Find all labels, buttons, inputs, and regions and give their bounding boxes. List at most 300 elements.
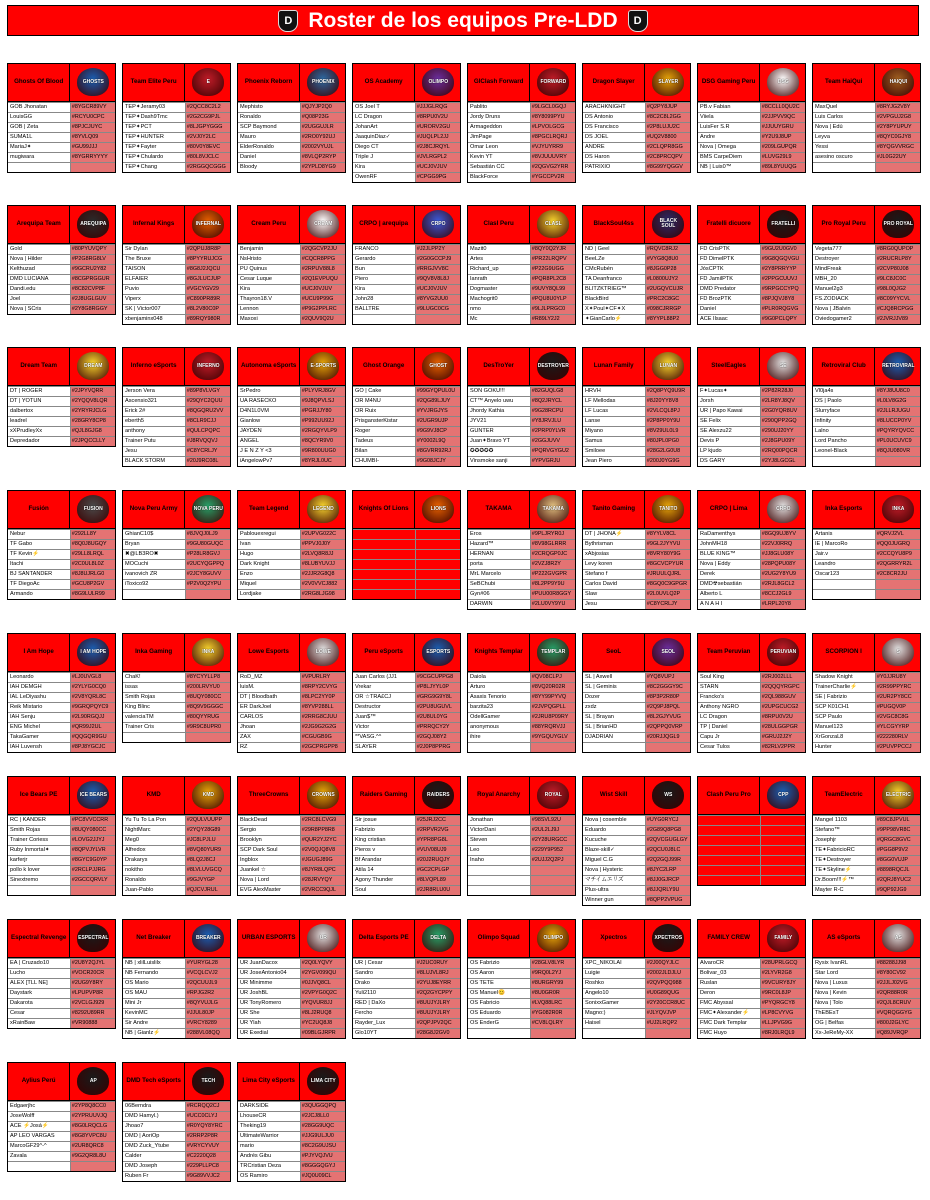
- team-name: Knights Of Lions: [358, 505, 409, 513]
- player-name: Dogmaster: [470, 286, 498, 292]
- player-tag: #8G99YQGGV: [645, 163, 690, 172]
- player-name: Depredador: [10, 438, 40, 444]
- player-name: Rysix IvanRL: [815, 960, 848, 966]
- player-tag: #C8YCRLJY: [185, 447, 230, 456]
- player-tag: #8UQY080CC: [70, 826, 115, 835]
- player-name: Reik Mistario: [10, 704, 43, 710]
- team-header: [353, 64, 460, 102]
- player-tag: #YQVUR8JJ: [300, 999, 345, 1008]
- player-tag: #290QPP2GQ: [760, 417, 805, 426]
- player-tag: #2VLCQL8PJ: [645, 407, 690, 416]
- team-logo-icon: [69, 491, 115, 528]
- team-name: Xpectros: [600, 934, 627, 942]
- player-row: [8, 1008, 115, 1018]
- team-card: [697, 633, 806, 753]
- player-row: [813, 162, 920, 172]
- player-row: [583, 314, 690, 324]
- logo-emblem-icon: [537, 352, 569, 380]
- player-name: Juan✦Bravo YT: [470, 438, 511, 444]
- player-name: IE | MarcoRo: [815, 541, 848, 547]
- player-tag: #9G89VVJC2: [185, 1172, 230, 1181]
- player-name: OwenRF: [355, 174, 378, 180]
- player-tag: #P992UU92J: [300, 417, 345, 426]
- player-name: Infinity: [815, 418, 832, 424]
- player-name: Artes: [470, 256, 484, 262]
- player-name: JYV21: [470, 418, 487, 424]
- player-name: OS Fabrizio: [470, 960, 500, 966]
- player-row: [238, 274, 345, 284]
- player-tag: #2C8PRCQPV: [645, 153, 690, 162]
- player-row: [353, 436, 460, 446]
- team-header: [698, 634, 805, 672]
- player-row: [813, 702, 920, 712]
- player-tag: #2YPLD8YG9: [300, 163, 345, 172]
- player-tag: #8GQ0C9GPGR: [645, 580, 690, 589]
- player-name: Juan-Pablo: [125, 887, 154, 893]
- player-name: Ruslan: [700, 980, 718, 986]
- player-row: [353, 732, 460, 742]
- player-name: BMS CarpeDiem: [700, 154, 742, 160]
- player-tag: #2Q1EVPUQU: [300, 275, 345, 284]
- player-name: Nova | cosemble: [585, 817, 627, 823]
- player-row: [353, 569, 460, 579]
- player-row: [583, 102, 690, 112]
- player-row: [813, 825, 920, 835]
- player-row: [8, 682, 115, 692]
- team-header: [238, 206, 345, 244]
- player-tag: #8G8J2JQCU: [185, 265, 230, 274]
- player-name: ChaK!: [125, 674, 141, 680]
- player-name: Gianlow: [240, 418, 261, 424]
- player-name: Capu Jr: [700, 734, 720, 740]
- player-tag: [760, 876, 805, 885]
- player-tag: #CJQ8RCPGG: [875, 305, 920, 314]
- player-row: [353, 1028, 460, 1038]
- player-name: ELFAIER: [125, 276, 149, 282]
- player-row: [123, 314, 230, 324]
- player-name: HRVH: [585, 388, 601, 394]
- player-name: NightMarc: [125, 827, 151, 833]
- team-card: [352, 776, 461, 896]
- team-logo-icon: [874, 491, 920, 528]
- player-tag: #PRC2C8GC: [645, 295, 690, 304]
- player-row: [698, 456, 805, 466]
- player-tag: #2JVPQGPLL: [530, 703, 575, 712]
- player-row: [468, 426, 575, 436]
- logo-emblem-icon: [307, 1067, 339, 1095]
- player-tag: #PQYRYQVCC: [875, 427, 920, 436]
- player-tag: #2RG8LJG98: [300, 590, 345, 599]
- player-name: ElderRonaldo: [240, 144, 274, 150]
- player-row: [353, 314, 460, 324]
- player-row: [813, 968, 920, 978]
- player-row: [698, 672, 805, 682]
- logo-text: TEMPLAR: [541, 648, 566, 655]
- player-name: Arturo: [470, 684, 486, 690]
- player-name: Jerson Vera: [125, 388, 155, 394]
- player-tag: #2QPUJ8R8P: [185, 245, 230, 254]
- player-name: Daystark: [10, 990, 33, 996]
- player-name: TEP✦Jeramy03: [125, 104, 166, 110]
- player-name: Lordjake: [240, 591, 262, 597]
- player-row: [123, 672, 230, 682]
- player-tag: [415, 560, 460, 569]
- player-tag: #2QPJPV2QC: [415, 1019, 460, 1028]
- player-tag: #PL0UCUVC9: [875, 437, 920, 446]
- player-name: Slaw: [585, 591, 598, 597]
- player-name: asesino oscuro: [815, 154, 853, 160]
- player-row: [583, 875, 690, 885]
- player-tag: #8V29UL0L9: [645, 427, 690, 436]
- player-tag: #2YGV099QU: [300, 969, 345, 978]
- player-tag: #2YJ8LGCGL: [760, 457, 805, 466]
- player-name: ✪✪✪✪✪: [470, 448, 494, 454]
- player-row: [583, 559, 690, 569]
- player-name: Soul: [355, 887, 367, 893]
- logo-text: S: [896, 648, 900, 655]
- player-row: [813, 436, 920, 446]
- player-name: Trainer Putu: [125, 438, 156, 444]
- player-tag: #2JG9G2G2G: [300, 723, 345, 732]
- player-name: RZ: [240, 744, 248, 750]
- player-tag: #8J8UJRLG0: [70, 570, 115, 579]
- player-tag: #YG082R0R: [530, 1009, 575, 1018]
- player-tag: #2PRP0YLVR: [530, 427, 575, 436]
- player-row: [813, 294, 920, 304]
- player-tag: #2YRYRJCLG: [70, 407, 115, 416]
- player-tag: #8VLQP2RYP: [300, 153, 345, 162]
- player-name: FS.ZODIACK: [815, 296, 849, 302]
- player-name: HERNAN: [470, 551, 494, 557]
- player-tag: #9RC0L8JP: [760, 989, 805, 998]
- player-row: [468, 549, 575, 559]
- player-name: PB.v Fabian: [700, 104, 731, 110]
- player-name: OG | Belfas: [815, 1020, 844, 1026]
- player-name: BLITZKTRIEG™: [585, 286, 627, 292]
- team-header: [238, 777, 345, 815]
- player-name: XrGonzaL8: [815, 734, 844, 740]
- player-tag: #9GU2U0GV0: [760, 245, 805, 254]
- player-row: [468, 436, 575, 446]
- player-row: [123, 1018, 230, 1028]
- player-row: [123, 152, 230, 162]
- player-name: Daiola: [470, 674, 486, 680]
- player-name: Cesar: [10, 1010, 25, 1016]
- player-tag: #8L2PP9Y9U: [530, 580, 575, 589]
- player-name: Pieros v: [355, 847, 376, 853]
- logo-text: E-SPORTS: [310, 362, 337, 369]
- player-name: Stefano™: [815, 827, 840, 833]
- player-tag: #P222GVGPR: [530, 570, 575, 579]
- player-row: [238, 722, 345, 732]
- player-row: [813, 274, 920, 284]
- player-row: [238, 1141, 345, 1151]
- player-tag: #28GRY8CP8: [70, 417, 115, 426]
- player-name: DS Antonio: [585, 114, 613, 120]
- player-row: [468, 875, 575, 885]
- team-card: [582, 633, 691, 753]
- player-name: TAISON: [125, 266, 146, 272]
- team-card: [697, 919, 806, 1039]
- player-tag: #JQ0U09CL: [300, 1172, 345, 1181]
- player-name: Oscar123: [815, 571, 840, 577]
- player-row: [8, 712, 115, 722]
- player-tag: #29QYC2QUU: [185, 397, 230, 406]
- player-name: NB Fernando: [125, 970, 159, 976]
- player-name: DS Haron: [585, 154, 610, 160]
- player-name: Nova | Luxus: [815, 980, 848, 986]
- player-tag: #QR99J2UL: [70, 723, 115, 732]
- player-tag: #LRPL20Y8: [760, 600, 805, 609]
- team-logo-icon: [299, 920, 345, 957]
- player-tag: #9UVY8QL99: [530, 285, 575, 294]
- player-row: [8, 122, 115, 132]
- player-tag: #8Y8099PYU: [530, 113, 575, 122]
- logo-text: DESTROYER: [537, 362, 569, 369]
- player-tag: #GRG9G9Y8L: [415, 693, 460, 702]
- player-tag: #JJUL80JP: [185, 1009, 230, 1018]
- player-tag: #8LUCCP0YV: [875, 417, 920, 426]
- player-row: [813, 406, 920, 416]
- player-tag: #2LYVR2G8: [760, 969, 805, 978]
- logo-text: ICE BEARS: [79, 791, 107, 798]
- player-name: DS | Paolo: [815, 398, 842, 404]
- player-tag: #2UG2Y8YU9: [760, 570, 805, 579]
- player-name: Sir Dylan: [125, 246, 148, 252]
- player-tag: #8RYJG2V8Y: [875, 103, 920, 112]
- player-tag: #8VQ80YUR9: [185, 846, 230, 855]
- player-row: [583, 142, 690, 152]
- player-row: [238, 1028, 345, 1038]
- player-name: Kira: [355, 164, 365, 170]
- player-tag: #20J9RC08L: [185, 457, 230, 466]
- player-tag: #229PLLPC8: [185, 1162, 230, 1171]
- player-name: Hazard™: [470, 541, 494, 547]
- player-name: MindFreak: [815, 266, 842, 272]
- player-row: [698, 274, 805, 284]
- team-name: DesTroYer: [483, 362, 514, 370]
- player-tag: #RCRQQ2CJ: [185, 1102, 230, 1111]
- player-name: IAH Luvensh: [10, 744, 43, 750]
- player-name: Soul King: [700, 674, 724, 680]
- player-name: IAH Senju: [10, 714, 36, 720]
- player-name: [698, 856, 760, 865]
- player-row: [468, 569, 575, 579]
- player-tag: #8URGRY99: [530, 979, 575, 988]
- player-name: Joel: [10, 296, 21, 302]
- player-name: BLACK STORM: [125, 458, 165, 464]
- logo-emblem-icon: [307, 210, 339, 238]
- logo-emblem-icon: [882, 352, 914, 380]
- player-row: [8, 855, 115, 865]
- team-logo-icon: [299, 491, 345, 528]
- team-header: [123, 491, 230, 529]
- player-name: IAH DEMGH: [10, 684, 42, 690]
- player-name: LP kjudo: [700, 448, 722, 454]
- player-tag: #098CJRRGP: [645, 305, 690, 314]
- player-row: [8, 274, 115, 284]
- player-tag: #8QPVJYLVR: [70, 846, 115, 855]
- player-name: Inaho: [470, 857, 484, 863]
- team-name: ThreeCrowns: [248, 791, 289, 799]
- player-name: [353, 580, 415, 589]
- logo-text: FAMILY: [774, 934, 793, 941]
- player-tag: #9GCRU2Y82: [70, 265, 115, 274]
- player-tag: #9G9VJ8CP: [415, 427, 460, 436]
- player-name: [698, 816, 760, 825]
- team-header: [583, 206, 690, 244]
- player-row: [123, 559, 230, 569]
- player-name: SE Felix: [700, 418, 721, 424]
- logo-emblem-icon: [882, 781, 914, 809]
- player-tag: #2JJLJ02VG: [875, 979, 920, 988]
- player-tag: #229Y9P952: [530, 846, 575, 855]
- player-row: [123, 142, 230, 152]
- team-logo-icon: [529, 920, 575, 957]
- player-name: UltimateWarrior: [240, 1133, 279, 1139]
- player-name: FD CrisPTK: [700, 246, 730, 252]
- player-tag: #JUQLPL2JJ: [415, 133, 460, 142]
- team-card: [812, 633, 921, 753]
- player-name: anthony: [125, 428, 145, 434]
- player-row: [123, 294, 230, 304]
- player-name: ANDRE: [585, 144, 605, 150]
- team-logo-icon: [759, 491, 805, 528]
- player-row: [353, 396, 460, 406]
- player-name: Atila 14: [355, 867, 374, 873]
- player-row: [123, 845, 230, 855]
- logo-emblem-icon: [652, 68, 684, 96]
- player-row: [238, 672, 345, 682]
- player-name: Vegeta777: [815, 246, 842, 252]
- player-row: [698, 978, 805, 988]
- player-row: [238, 1121, 345, 1131]
- player-name: Andre: [700, 134, 715, 140]
- player-name: anonymous: [470, 724, 499, 730]
- player-tag: #UJ2LRQP2: [645, 1019, 690, 1028]
- player-row: [8, 304, 115, 314]
- player-tag: #R0YQY8YRC: [185, 1122, 230, 1131]
- player-name: Mc: [470, 316, 478, 322]
- player-tag: #8RPY2CVYG: [300, 683, 345, 692]
- team-name: SCORPION I: [825, 648, 862, 656]
- player-tag: #8LUBYUVJJ: [300, 560, 345, 569]
- player-name: MariaJ✦: [10, 144, 32, 150]
- player-name: Nova | Kevin: [815, 990, 847, 996]
- player-name: SrPedro: [240, 388, 261, 394]
- team-header: [238, 634, 345, 672]
- player-row: [698, 722, 805, 732]
- player-tag: #P22G9UGG: [530, 265, 575, 274]
- player-name: DT | YOTUN: [10, 398, 42, 404]
- player-name: SE | Fabrizio: [815, 694, 847, 700]
- team-header: [468, 206, 575, 244]
- player-row: [813, 304, 920, 314]
- team-header: [353, 920, 460, 958]
- player-row: [468, 682, 575, 692]
- player-row: [698, 102, 805, 112]
- player-row: [468, 396, 575, 406]
- player-row: [468, 456, 575, 466]
- player-name: Hunter: [815, 744, 832, 750]
- player-row: [698, 244, 805, 254]
- team-logo-icon: [184, 634, 230, 671]
- player-name: Nova | Hysteric: [585, 867, 623, 873]
- player-row: [238, 825, 345, 835]
- player-row: [238, 855, 345, 865]
- player-tag: #2Y8PYUPUY: [875, 123, 920, 132]
- player-name: Nova | JBalvin: [815, 306, 851, 312]
- player-tag: #28PQPU08Y: [760, 560, 805, 569]
- player-tag: #2UCYQGPPQ: [185, 560, 230, 569]
- team-name: Peru eSports: [364, 648, 403, 656]
- player-row: [813, 254, 920, 264]
- player-row: [353, 875, 460, 885]
- player-name: Ascensio321: [125, 398, 158, 404]
- player-tag: #PYQRGCY8: [760, 999, 805, 1008]
- team-header: [583, 491, 690, 529]
- player-tag: #2U8UL0YG: [415, 713, 460, 722]
- player-name: Pablouexregui: [240, 531, 276, 537]
- team-logo-icon: [644, 348, 690, 385]
- logo-text: ELECTRIC: [885, 791, 911, 798]
- player-row: [353, 172, 460, 182]
- player-name: ihire: [470, 734, 481, 740]
- player-name: Ianrath: [470, 276, 488, 282]
- player-name: Samus: [585, 438, 603, 444]
- player-tag: #VCQLCVJ2: [185, 969, 230, 978]
- player-row: [583, 152, 690, 162]
- player-tag: #2G2CG9PJL: [185, 113, 230, 122]
- player-row: [583, 599, 690, 609]
- player-tag: #2UR2PY8CC: [875, 693, 920, 702]
- player-row: [123, 244, 230, 254]
- player-name: Shadow Knight: [815, 674, 853, 680]
- player-row: [583, 436, 690, 446]
- player-tag: #QV08CLPJ: [530, 673, 575, 682]
- player-row: [353, 815, 460, 825]
- team-logo-icon: [644, 920, 690, 957]
- player-name: Smiloee: [585, 448, 606, 454]
- player-row: [353, 426, 460, 436]
- player-row: [353, 112, 460, 122]
- player-name: iToxico92: [125, 581, 149, 587]
- logo-emblem-icon: [422, 495, 454, 523]
- player-tag: #2YP8Q8CC0: [70, 1102, 115, 1111]
- player-name: Nova | Lord: [240, 877, 269, 883]
- team-logo-icon: [414, 634, 460, 671]
- team-name: Retroviral Club: [821, 362, 866, 370]
- player-tag: #9PP98VR8C: [875, 826, 920, 835]
- player-name: [468, 743, 530, 752]
- player-name: SonixxGamer: [585, 1000, 619, 1006]
- player-row: [238, 692, 345, 702]
- player-tag: [530, 743, 575, 752]
- player-name: dalbertox: [10, 408, 34, 414]
- team-header: [8, 634, 115, 672]
- player-row: [468, 958, 575, 968]
- player-tag: #2UGQVCUJR: [645, 285, 690, 294]
- player-name: DARWIN: [470, 601, 493, 607]
- player-row: [238, 396, 345, 406]
- team-logo-icon: [69, 1063, 115, 1100]
- player-tag: #2R99PPYRC: [875, 683, 920, 692]
- player-tag: #8Q2JRYCL: [530, 397, 575, 406]
- player-row: [698, 815, 805, 825]
- team-card: [812, 63, 921, 173]
- player-row: [123, 1028, 230, 1038]
- team-card: [122, 633, 231, 743]
